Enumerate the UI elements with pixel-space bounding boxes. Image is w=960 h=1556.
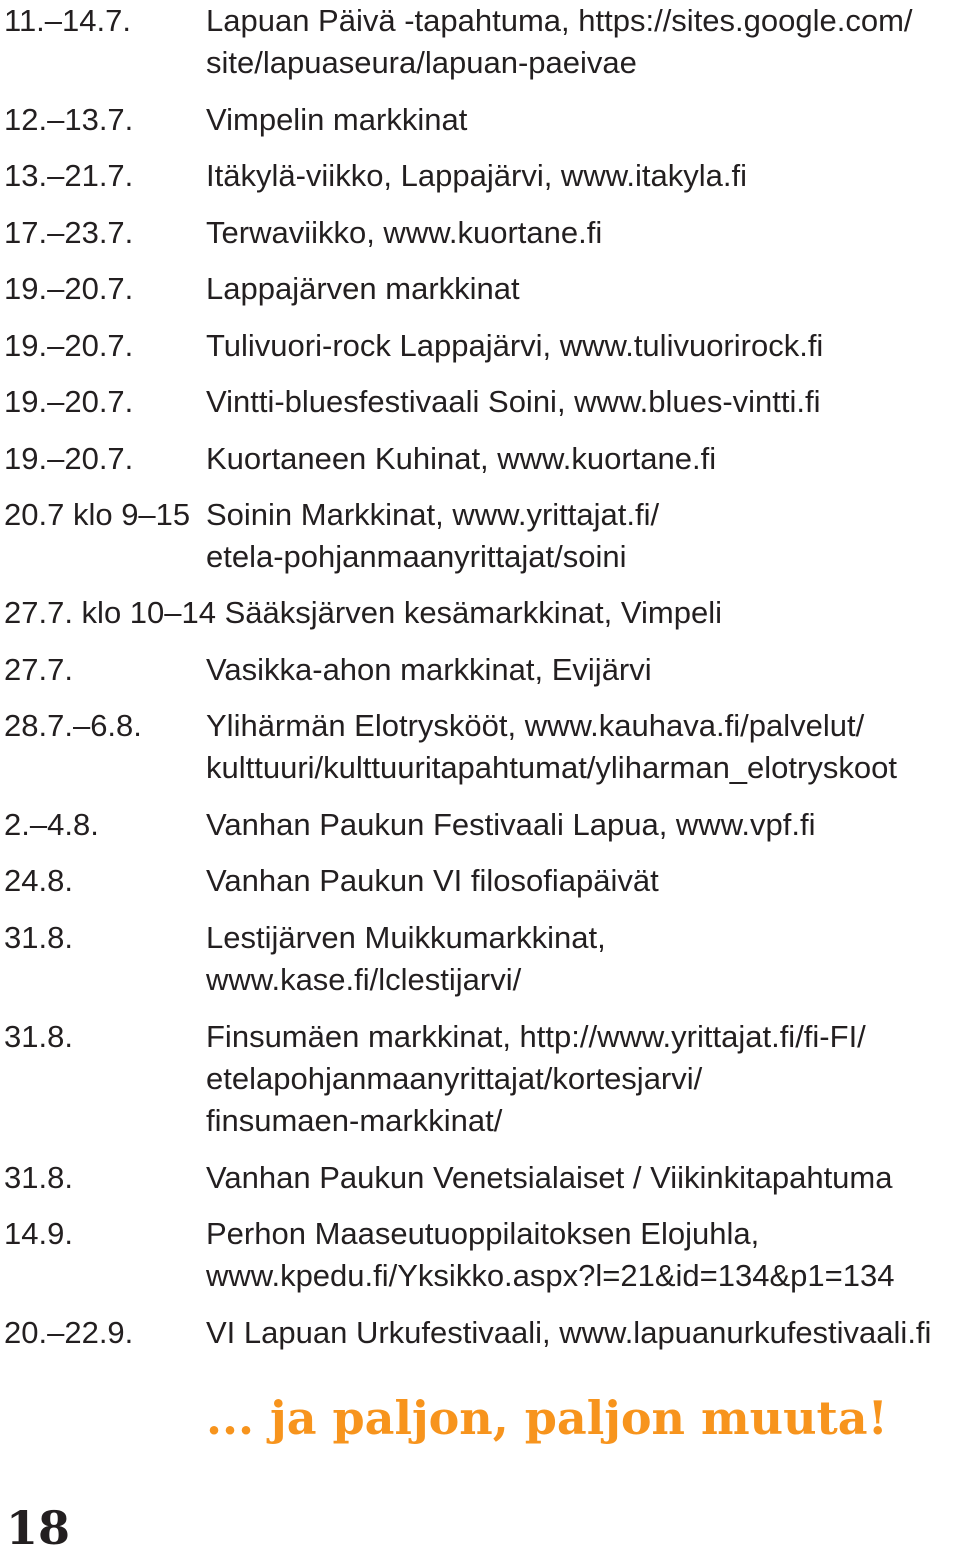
event-row [4,155,960,212]
event-row [4,804,960,860]
event-date: 19.–20.7. [4,328,134,363]
event-description: Itäkylä-viikko, Lappajärvi, www.itakyla.fi [206,158,747,193]
event-row [4,917,960,1016]
event-row [4,0,960,99]
event-row [4,1213,960,1312]
event-date: 19.–20.7. [4,384,134,419]
event-row [4,649,960,705]
event-date: 14.9. [4,1216,73,1251]
event-row [4,212,960,268]
event-row [4,438,960,494]
event-row [4,1157,960,1213]
event-date: 2.–4.8. [4,807,99,842]
event-row [4,860,960,917]
event-date: 24.8. [4,863,73,898]
event-row [4,1312,960,1368]
event-description: Kuortaneen Kuhinat, www.kuortane.fi [206,441,717,476]
event-date: 31.8. [4,920,73,955]
event-description: Vimpelin markkinat [206,102,468,137]
event-description: Vanhan Paukun VI filosofiapäivät [206,863,659,898]
event-list [4,0,960,1368]
event-date: 19.–20.7. [4,441,134,476]
event-description: Lappajärven markkinat [206,271,520,306]
event-row [4,381,960,438]
event-date: 12.–13.7. [4,102,134,137]
event-description: Finsumäen markkinat, http://www.yrittajat.fi/fi-FI/ etelapohjanmaanyrittajat/kortesjarvi/ finsumaen-markkinat/ [206,1019,866,1138]
event-row [4,705,960,804]
tagline: ... ja paljon, paljon muuta! [206,1391,888,1445]
event-row [4,325,960,381]
event-description: Vanhan Paukun Festivaali Lapua, www.vpf.fi [206,807,816,842]
event-description: Vasikka-ahon markkinat, Evijärvi [206,652,652,687]
event-row [4,268,960,325]
event-date: 20.–22.9. [4,1315,134,1350]
event-description: Tulivuori-rock Lappajärvi, www.tulivuorirock.fi [206,328,824,363]
event-description: Terwaviikko, www.kuortane.fi [206,215,603,250]
event-date: 17.–23.7. [4,215,134,250]
event-description: Lestijärven Muikkumarkkinat, www.kase.fi/lclestijarvi/ [206,920,606,997]
event-description: Vintti-bluesfestivaali Soini, www.blues-vintti.fi [206,384,821,419]
event-date: 31.8. [4,1019,73,1054]
event-description: VI Lapuan Urkufestivaali, www.lapuanurkufestivaali.fi [206,1315,932,1350]
event-row [4,494,960,592]
event-row [4,1016,960,1157]
event-row [4,592,960,649]
event-description: Vanhan Paukun Venetsialaiset / Viikinkitapahtuma [206,1160,893,1195]
event-inline: 27.7. klo 10–14 Sääksjärven kesämarkkinat, Vimpeli [4,595,722,630]
event-description: Perhon Maaseutuoppilaitoksen Elojuhla, www.kpedu.fi/Yksikko.aspx?l=21&id=134&p1=134 [206,1216,895,1293]
event-date: 13.–21.7. [4,158,134,193]
page-number: 18 [6,1501,71,1555]
event-description: Ylihärmän Elotryskööt, www.kauhava.fi/palvelut/ kulttuuri/kulttuuritapahtumat/yliharman_elotryskoot [206,708,897,785]
event-description: Soinin Markkinat, www.yrittajat.fi/ etela-pohjanmaanyrittajat/soini [206,497,660,574]
event-date: 20.7 klo 9–15 [4,497,191,532]
event-date: 28.7.–6.8. [4,708,142,743]
event-date: 27.7. [4,652,73,687]
event-description: Lapuan Päivä -tapahtuma, https://sites.google.com/ site/lapuaseura/lapuan-paeivae [206,3,913,80]
event-date: 31.8. [4,1160,73,1195]
event-row [4,99,960,155]
event-date: 11.–14.7. [4,3,131,38]
event-date: 19.–20.7. [4,271,134,306]
